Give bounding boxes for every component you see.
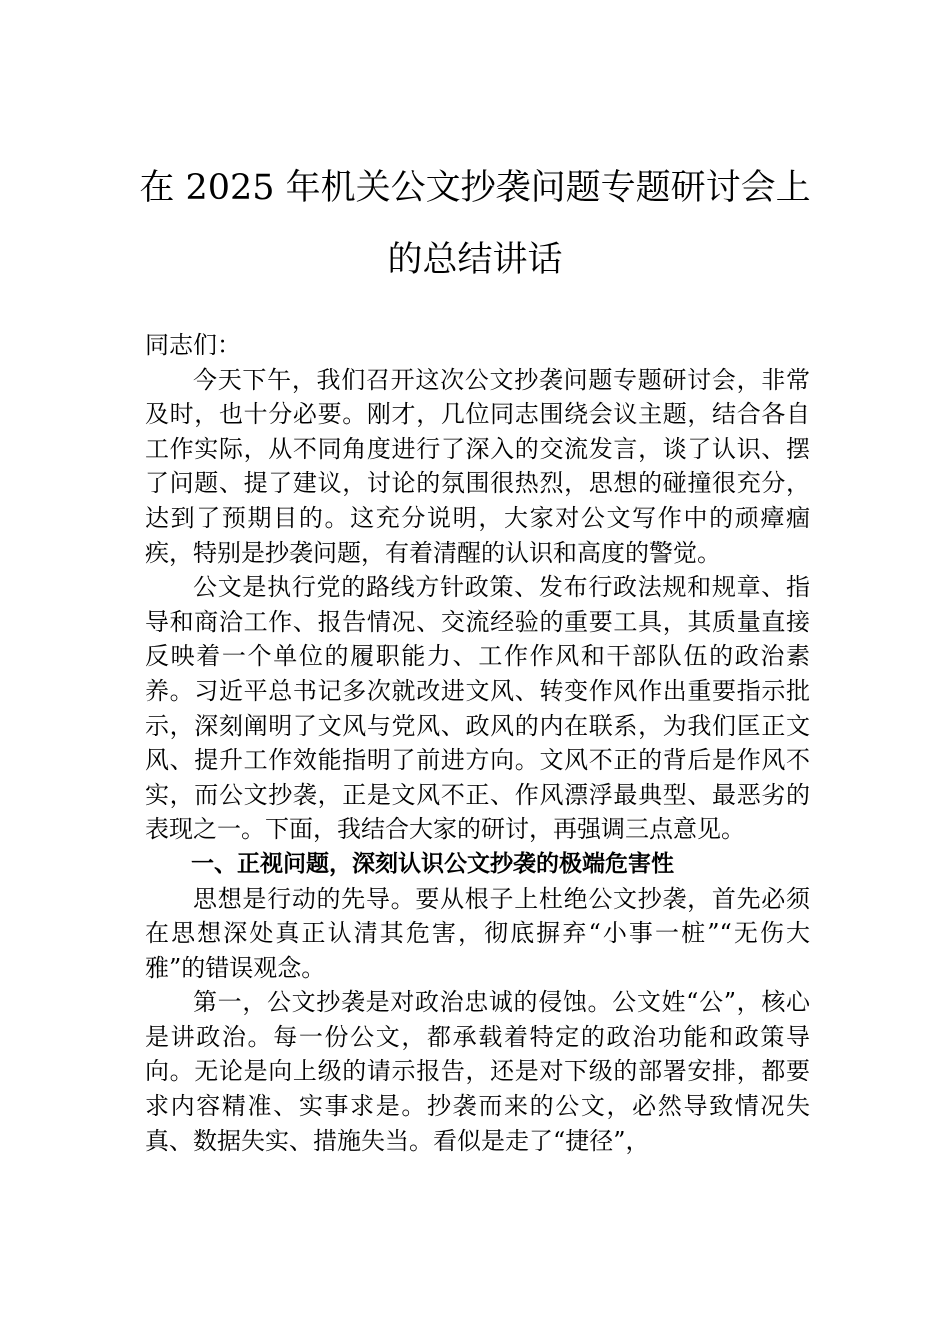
salutation: 同志们：	[145, 331, 241, 359]
paragraph: 今天下午，我们召开这次公文抄袭问题专题研讨会，非常及时，也十分必要。刚才，几位同志围绕会议主题，结合各自工作实际，从不同角度进行了深入的交流发言，谈了认识、摆了问题、提了建议，讨论的氛围很热烈，思想的碰撞很充分，达到了预期目的。这充分说明，大家对公文写作中的顽瘴痼疾，特别是抄袭问题，有着清醒的认识和高度的警觉。	[145, 365, 810, 567]
document-body	[145, 328, 810, 1158]
paragraph: 公文是执行党的路线方针政策、发布行政法规和规章、指导和商洽工作、报告情况、交流经验的重要工具，其质量直接反映着一个单位的履职能力、工作作风和干部队伍的政治素养。习近平总书记多次就改进文风、转变作风作出重要指示批示，深刻阐明了文风与党风、政风的内在联系，为我们匡正文风、提升工作效能指明了前进方向。文风不正的背后是作风不实，而公文抄袭，正是文风不正、作风漂浮最典型、最恶劣的表现之一。下面，我结合大家的研讨，再强调三点意见。	[145, 573, 810, 844]
document-title-line-2: 的总结讲话	[387, 240, 563, 280]
document-title-line-1: 在 2025 年机关公文抄袭问题专题研讨会上	[139, 168, 811, 208]
paragraph: 思想是行动的先导。要从根子上杜绝公文抄袭，首先必须在思想深处真正认清其危害，彻底摒弃“小事一桩”“无伤大雅”的错误观念。	[145, 884, 810, 982]
section-heading: 一、正视问题，深刻认识公文抄袭的极端危害性	[191, 850, 674, 877]
paragraph: 第一，公文抄袭是对政治忠诚的侵蚀。公文姓“公”，核心是讲政治。每一份公文，都承载着特定的政治功能和政策导向。无论是向上级的请示报告，还是对下级的部署安排，都要求内容精准、实事求是。抄袭而来的公文，必然导致情况失真、数据失实、措施失当。看似是走了“捷径”，	[145, 988, 810, 1155]
